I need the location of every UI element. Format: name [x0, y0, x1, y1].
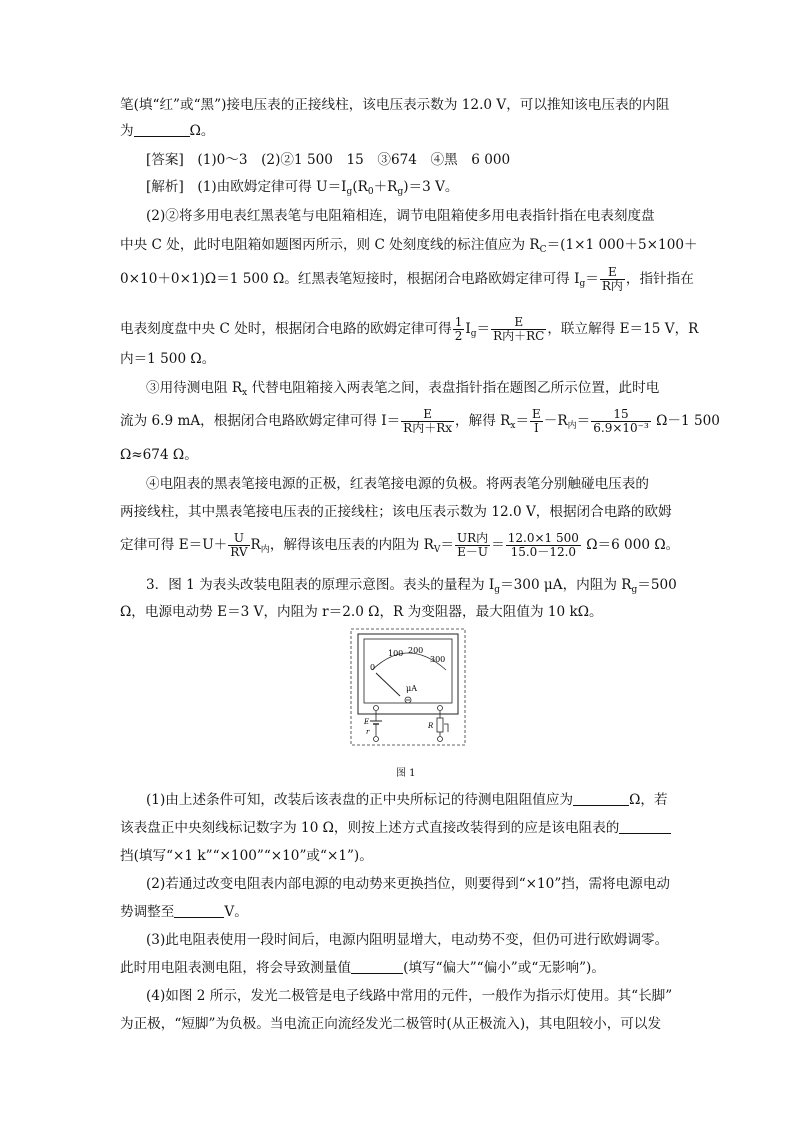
probe-terminal-right	[438, 737, 443, 742]
analysis-line-2: (2)②将多用电表红黑表笔与电阻箱相连，调节电阻箱使多用电表指针指在电表刻度盘	[146, 208, 655, 224]
q3-part2-line-1: (2)若通过改变电阻表内部电源的电动势来更换挡位，则要得到“×10”挡，需将电源电动	[146, 876, 671, 892]
unit-label: μA	[406, 684, 417, 693]
q3-part3-line-1: (3)此电阻表使用一段时间后，电源内阻明显增大，电动势不变，但仍可进行欧姆调零。	[146, 932, 669, 948]
answer-blank	[174, 903, 224, 918]
q3-part1-line-3: 挡(填写“×1 k”“×100”“×10”或“×1”)。	[120, 848, 373, 864]
q3-part3-line-2: 此时用电阻表测电阻，将会导致测量值 (填写“偏大”“偏小”或“无影响”)。	[120, 960, 605, 976]
q3-part2-line-2: 势调整至 V。	[120, 904, 248, 920]
analysis-line-6: 内＝1 500 Ω。	[120, 351, 216, 367]
scale-label-100: 100	[388, 649, 404, 658]
scale-label-300: 300	[430, 655, 446, 664]
label-r-var: R	[428, 722, 434, 730]
scale-label-200: 200	[408, 646, 424, 655]
q3-part1-line-2: 该表盘正中央刻线标记数字为 10 Ω，则按上述方式直接改装得到的应是该电阻表的	[120, 819, 680, 837]
figure-caption: 图 1	[396, 768, 416, 779]
analysis-line-4: 0×10＋0×1)Ω＝1 500 Ω。红黑表笔短接时，根据闭合电路欧姆定律可得 $I_g=$ $\frac{E}{\text{R内}}$ ，指针指在	[120, 265, 694, 293]
analysis-line-9: Ω≈674 Ω。	[120, 447, 198, 463]
answer-blank	[351, 959, 403, 974]
line-1: 笔(填“红”或“黑”)接电压表的正接线柱，该电压表示数为 12.0 V，可以推知该电压表的内阻	[120, 97, 670, 113]
figure-1-diagram	[350, 628, 466, 746]
question-3-line-1: 3．图 1 为表头改装电阻表的原理示意图。表头的量程为 $I_g=300$ μA，内阻为 $R_g=500$	[146, 577, 677, 595]
question-3-line-2: Ω，电源电动势 E＝3 V，内阻为 r＝2.0 Ω，R 为变阻器，最大阻值为 10 kΩ。	[120, 604, 603, 620]
label-e: E	[364, 718, 370, 726]
line-2: 为 Ω。	[120, 123, 215, 139]
analysis-line-1: [解析] (1)由欧姆定律可得 $U=I_g(R_0+R_g)=3$ V。	[146, 179, 459, 197]
analysis-line-11: 两接线柱，其中黑表笔接电压表的正接线柱；该电压表示数为 12.0 V，根据闭合电路的欧姆	[120, 504, 672, 520]
answer-line: [答案] (1)0～3 (2)②1 500 15 ③674 ④黑 6 000	[146, 152, 511, 168]
answer-blank	[134, 122, 190, 137]
analysis-line-7: ③用待测电阻 $R_x$ 代替电阻箱接入两表笔之间，表盘指针指在题图乙所示位置，此时电	[146, 380, 660, 398]
analysis-line-5: 电表刻度盘中央 C 处时，根据闭合电路的欧姆定律可得 $\frac{1}{2}$ $I_g=$ $\frac{E}{\text{R内＋RC}}$ ，联立解得 E＝15 V，R	[120, 315, 699, 343]
analysis-line-8: 流为 6.9 mA，根据闭合电路欧姆定律可得 I＝ $\frac{E}{\text{R内＋Rx}}$ ，解得 $R_x=$ $\frac{E}{I}$ $-R_内=$ $\frac{15}{\text{6.9×10⁻³}}$ Ω－1 500	[120, 407, 720, 435]
answer-blank	[573, 791, 629, 806]
answer-blank	[619, 819, 671, 834]
q3-part4-line-1: (4)如图 2 所示，发光二极管是电子线路中常用的元件，一般作为指示灯使用。其“长脚”	[146, 988, 673, 1004]
label-r: r	[366, 728, 370, 736]
scale-label-0: 0	[370, 663, 376, 672]
analysis-line-12: 定律可得 E＝U＋ $\frac{U}{RV}$ $R_内$，解得该电压表的内阻为 $R_V=$ $\frac{\text{UR内}}{E-U}$ ＝ $\frac{12.0\times 1 500}{15.0-12.0}$ Ω＝6 000 Ω。	[120, 531, 680, 559]
q3-part4-line-2: 为正极，“短脚”为负极。当电流正向流经发光二极管时(从正极流入)，其电阻较小，可以发	[120, 1016, 662, 1032]
q3-part1-line-1: (1)由上述条件可知，改装后该表盘的正中央所标记的待测电阻阻值应为 Ω，若	[146, 792, 668, 808]
analysis-line-10: ④电阻表的黑表笔接电源的正极，红表笔接电源的负极。将两表笔分别触碰电压表的	[146, 476, 649, 492]
variable-resistor	[437, 718, 443, 732]
probe-terminal-left	[374, 737, 379, 742]
analysis-line-3: 中央 C 处，此时电阻箱如题图丙所示，则 C 处刻度线的标注值应为 $R_C=(1\times 1$ 000＋5×100＋	[120, 237, 698, 255]
